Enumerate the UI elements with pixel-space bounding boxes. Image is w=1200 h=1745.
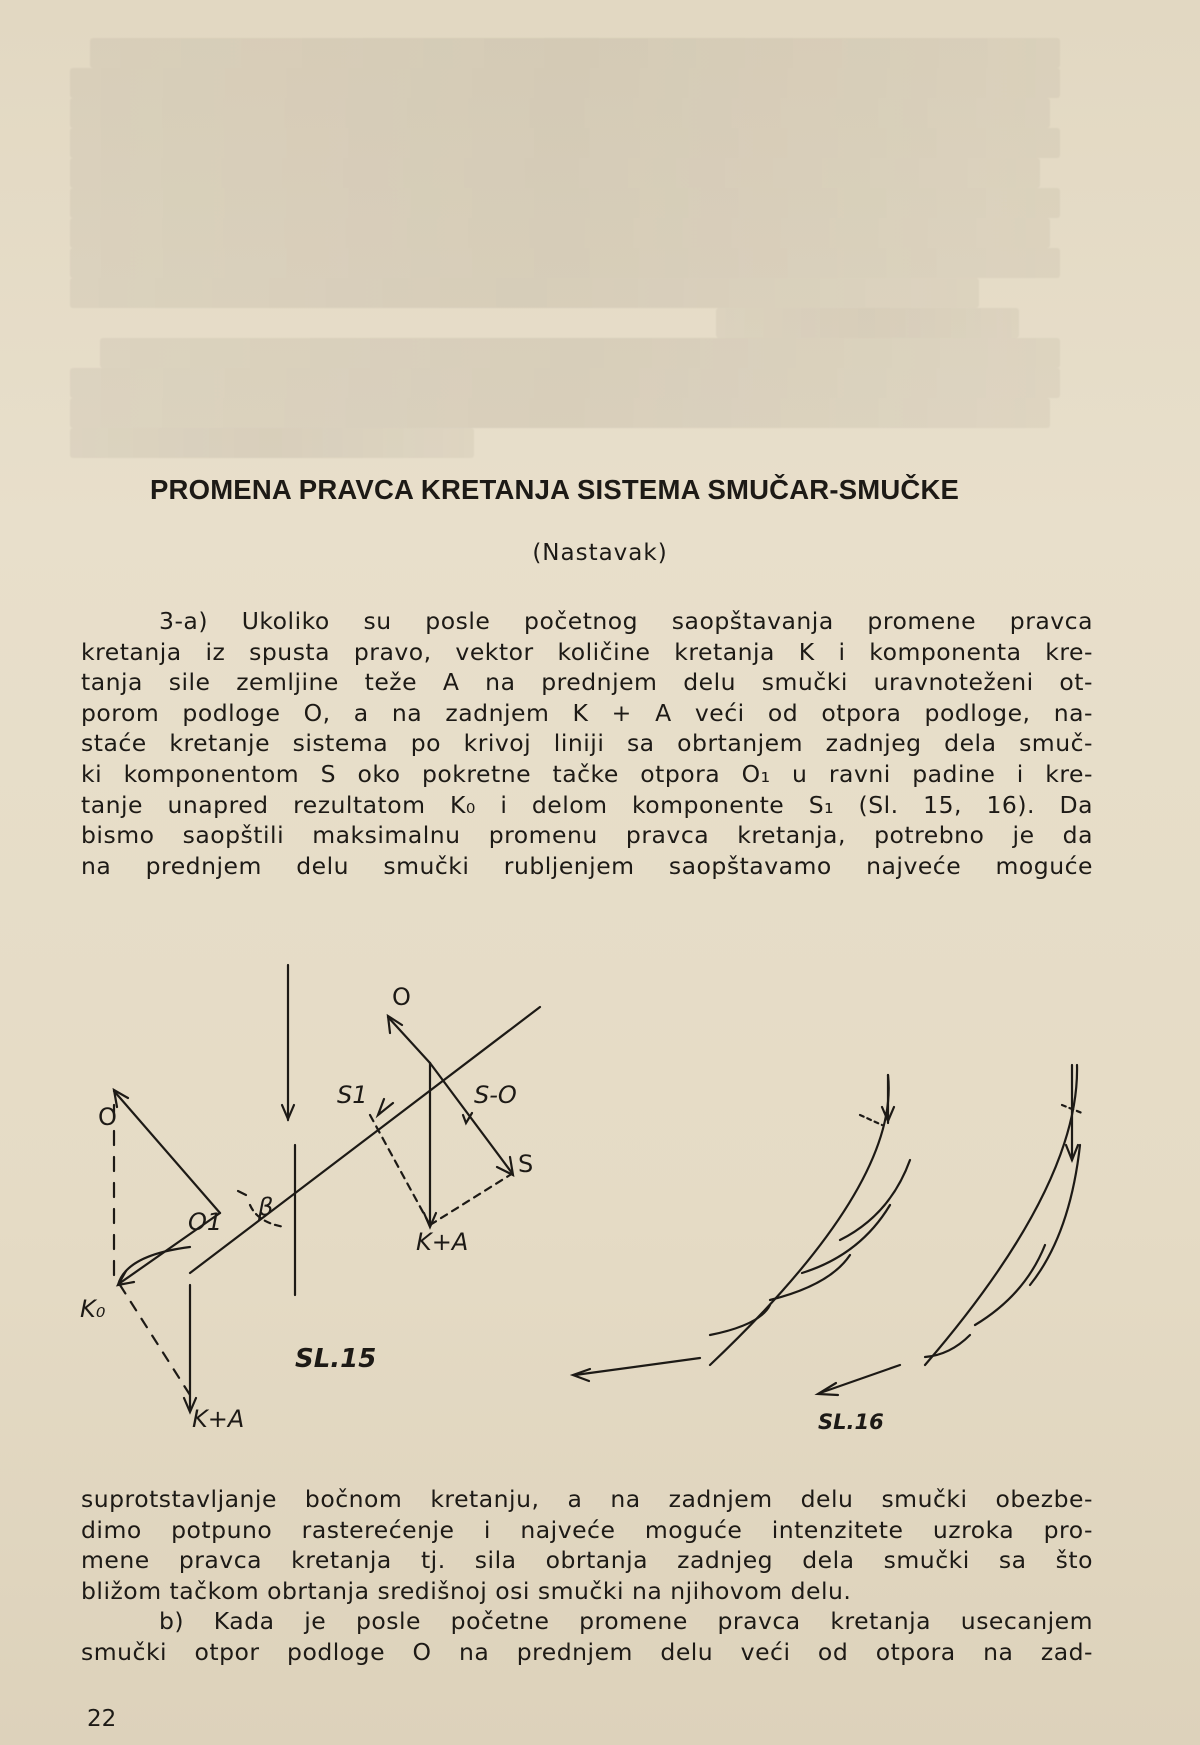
article-title: PROMENA PRAVCA KRETANJA SISTEMA SMUČAR-SMUČKE xyxy=(150,474,960,505)
ski-trajectory-curve xyxy=(710,1075,889,1365)
ski-trajectory-curve xyxy=(925,1065,1077,1365)
s1-arrowhead xyxy=(378,1099,393,1115)
dashed-tick xyxy=(860,1115,882,1125)
text-line: smučki otpor podloge O na prednjem delu veći od otpora na zad- xyxy=(81,1637,1093,1666)
text-line: suprotstavljanje bočnom kretanju, a na zadnjem delu smučki obezbe- xyxy=(81,1485,1093,1513)
label-s: S xyxy=(518,1150,534,1178)
label-s1: S1 xyxy=(337,1081,368,1109)
paragraph-2 xyxy=(81,1484,1093,1668)
k0-curve xyxy=(118,1247,190,1285)
ski-curve-segment xyxy=(802,1205,890,1273)
text-line: kretanja iz spusta pravo, vektor količine kretanja K i komponenta kre- xyxy=(81,637,1093,666)
dashed-construction-line xyxy=(430,1175,510,1225)
text-line: tanje unapred rezultatom K₀ i delom komponente S₁ (Sl. 15, 16). Da xyxy=(81,790,1093,819)
outgoing-direction-line xyxy=(575,1358,700,1375)
text-line: na prednjem delu smučki rubljenjem saopštavamo najveće moguće xyxy=(81,851,1093,880)
text-line: b) Kada je posle početne promene pravca kretanja usecanjem xyxy=(159,1607,1093,1636)
figures-15-16 xyxy=(70,955,1130,1435)
label-s-minus-o: S-O xyxy=(474,1081,517,1109)
ski-curve-segment xyxy=(710,1305,770,1335)
dashed-construction-line xyxy=(370,1115,430,1225)
text-line: porom podloge O, a na zadnjem K + A veći od otpora podloge, na- xyxy=(81,698,1093,727)
article-subtitle: (Nastavak) xyxy=(532,540,668,566)
outgoing-arrowhead xyxy=(818,1383,838,1395)
o-top-vector-line xyxy=(388,1017,430,1063)
figure-16-caption: SL.16 xyxy=(818,1410,884,1434)
label-beta: β xyxy=(258,1193,274,1221)
figure-15-caption: SL.15 xyxy=(295,1344,377,1374)
ski-curve-segment xyxy=(975,1245,1045,1325)
ski-curve-segment xyxy=(770,1255,850,1300)
beta-tick xyxy=(238,1191,246,1195)
label-k-plus-a-bottom: K+A xyxy=(192,1405,245,1433)
page-number: 22 xyxy=(87,1706,117,1732)
paragraph-1 xyxy=(81,606,1093,881)
text-line: 3-a) Ukoliko su posle početnog saopštavanja promene pravca xyxy=(159,607,1093,635)
label-o1: O1 xyxy=(188,1208,223,1236)
s-vector-line xyxy=(430,1063,512,1173)
text-line: bismo saopštili maksimalnu promenu pravca kretanja, potrebno je da xyxy=(81,821,1093,850)
o-vector-line xyxy=(114,1091,220,1213)
label-k-plus-a-mid: K+A xyxy=(416,1228,469,1256)
dashed-construction-line xyxy=(120,1285,190,1395)
text-line: dimo potpuno rasterećenje i najveće moguće intenzitete uzroka pro- xyxy=(81,1515,1093,1544)
bleed-through-background xyxy=(70,38,1080,458)
text-line: ki komponentom S oko pokretne tačke otpora O₁ u ravni padine i kre- xyxy=(81,759,1093,788)
label-o-top: O xyxy=(392,983,411,1011)
outgoing-direction-line xyxy=(820,1365,900,1393)
text-line: staće kretanje sistema po krivoj liniji sa obrtanjem zadnjeg dela smuč- xyxy=(81,729,1093,758)
text-line: tanja sile zemljine teže A na prednjem delu smučki uravnoteženi ot- xyxy=(81,668,1093,697)
text-line: mene pravca kretanja tj. sila obrtanja zadnjeg dela smučki sa što xyxy=(81,1546,1093,1575)
text-line: bližom tačkom obrtanja središnoj osi smučki na njihovom delu. xyxy=(81,1576,852,1605)
label-k0: K₀ xyxy=(80,1295,106,1323)
label-o-left: O xyxy=(98,1103,117,1131)
